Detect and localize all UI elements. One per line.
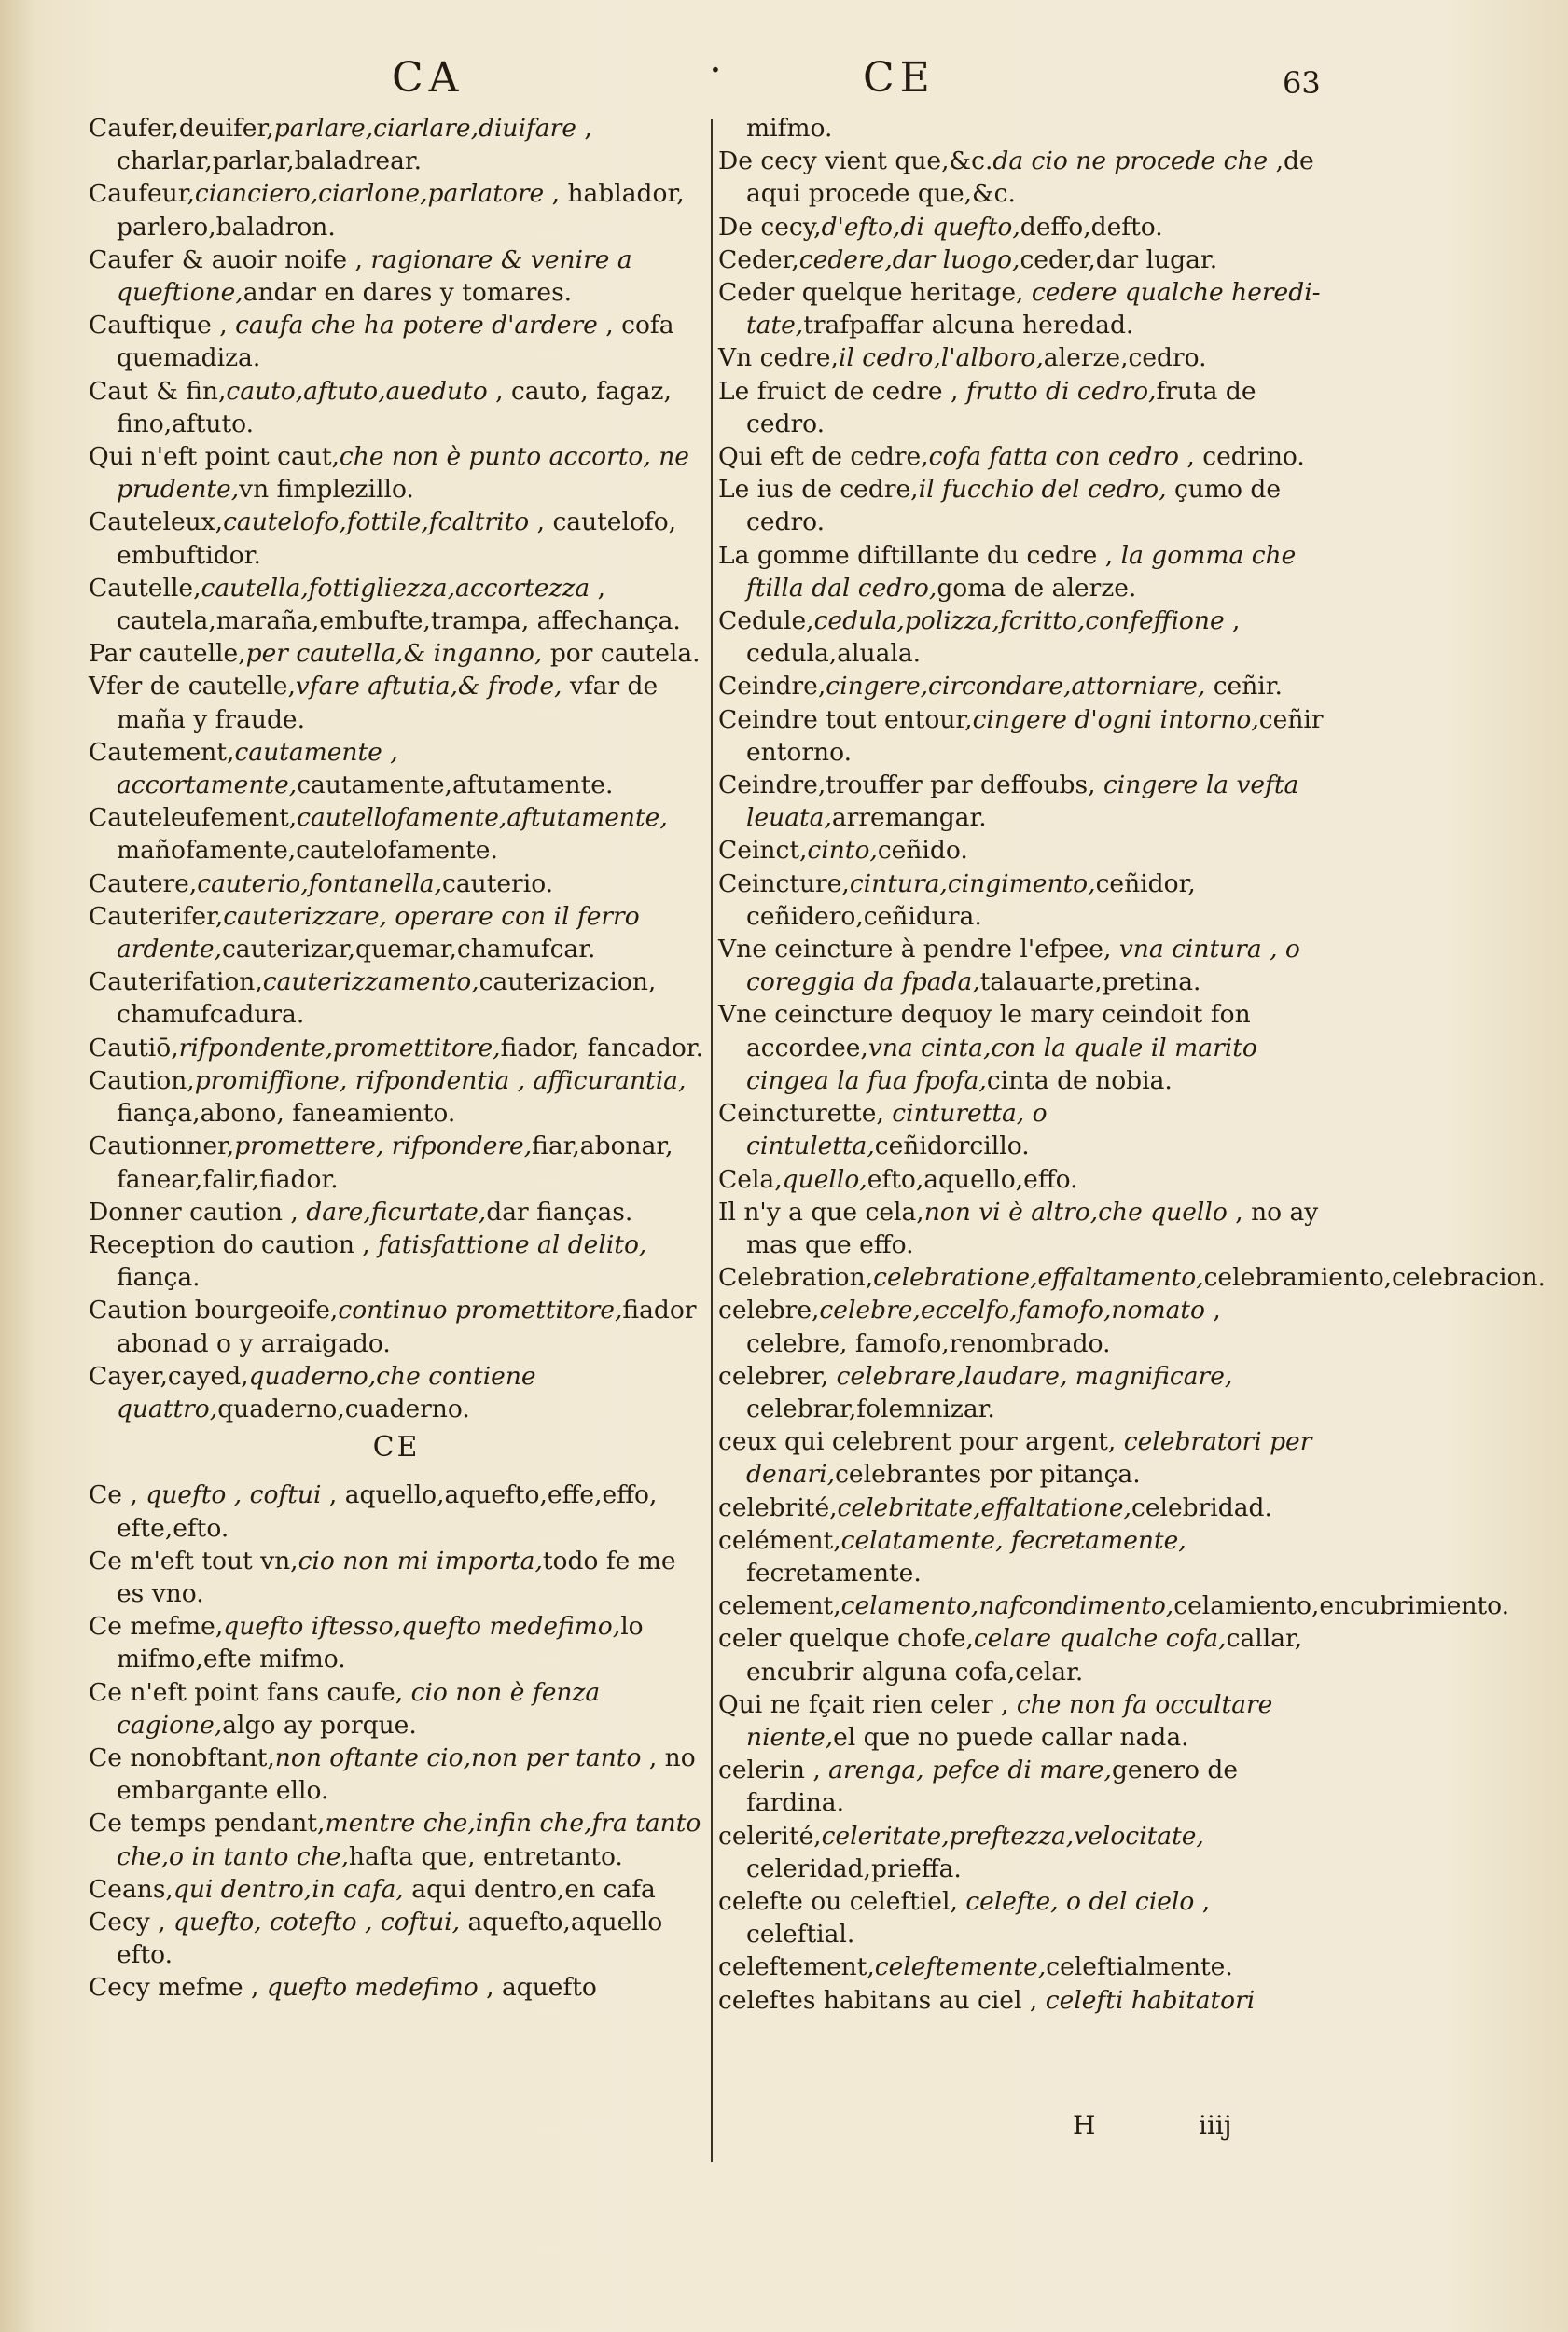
french-term: La gomme diftillante du cedre , <box>718 540 1121 570</box>
dictionary-entry <box>89 1807 704 1872</box>
italian-gloss: cedere qualche heredi-tate, <box>746 278 1321 340</box>
italian-gloss: celebratori per denari, <box>746 1427 1312 1490</box>
french-term: Cautere, <box>89 868 198 898</box>
italian-gloss: cinto, <box>807 836 878 866</box>
french-term: Le ius de cedre, <box>718 475 919 505</box>
french-term: Ce , <box>89 1480 146 1510</box>
italian-gloss: quefto , coftui <box>146 1480 322 1510</box>
french-term: Par cautelle, <box>89 639 246 669</box>
italian-gloss: cautellofamente,aftutamente, <box>297 803 668 833</box>
french-term: Ceincture, <box>718 868 850 898</box>
french-term: Ce temps pendant, <box>89 1809 326 1839</box>
french-term: Ceder quelque heritage, <box>718 278 1032 308</box>
italian-gloss: che non fa occultare niente, <box>746 1689 1273 1752</box>
spanish-gloss: cinta de nobia. <box>986 1065 1173 1095</box>
french-term: celebre, <box>718 1296 820 1326</box>
spanish-gloss: cauterizacion, chamufcadura. <box>117 967 657 1030</box>
french-term: celerin , <box>718 1756 829 1785</box>
italian-gloss: arenga, pefce di mare, <box>828 1756 1112 1785</box>
french-term: Cautelle, <box>89 573 201 603</box>
spanish-gloss: goma de alerze. <box>937 573 1137 603</box>
dictionary-entry <box>718 1589 1510 1622</box>
italian-gloss: celebre,eccelfo,famofo,nomato <box>819 1296 1205 1326</box>
dictionary-entry <box>89 670 704 735</box>
dictionary-entry <box>89 736 704 801</box>
left-entries <box>89 112 704 1425</box>
dictionary-entry <box>718 211 1325 243</box>
spanish-gloss: celebrantes por pitança. <box>835 1460 1141 1490</box>
dictionary-entry <box>89 572 704 637</box>
spanish-gloss: algo ay porque. <box>222 1710 417 1740</box>
spanish-gloss: , cautelofo, embuftidor. <box>117 507 677 570</box>
spanish-gloss: aquefto,aquello efto. <box>117 1907 663 1970</box>
dictionary-entry <box>89 506 704 571</box>
italian-gloss: celebrare,laudare, magnificare, <box>836 1361 1233 1391</box>
italian-gloss: cedere,dar luogo, <box>798 244 1020 274</box>
right-column <box>718 112 1546 2017</box>
french-term: Ceindre,trouffer par deffoubs, <box>718 770 1103 800</box>
spanish-gloss: ceñidorcillo. <box>874 1131 1030 1161</box>
italian-gloss: continuo promettitore, <box>338 1296 623 1326</box>
italian-gloss: celeritate,preftezza,velocitate, <box>821 1821 1204 1851</box>
french-term: Il n'y a que cela, <box>718 1197 924 1227</box>
french-term: Caut & fin, <box>89 376 227 406</box>
french-term: Vfer de cautelle, <box>89 672 296 701</box>
spanish-gloss: , no embargante ello. <box>117 1742 696 1806</box>
french-term: Ceder, <box>718 244 799 274</box>
dictionary-entry <box>718 112 1325 145</box>
dictionary-entry <box>718 1688 1325 1754</box>
spanish-gloss: dar fianças. <box>486 1197 633 1227</box>
spanish-gloss: efto,aquello,effo. <box>867 1164 1078 1194</box>
french-term: Cecy mefme , <box>89 1973 267 2003</box>
spanish-gloss: mifmo. <box>746 114 833 143</box>
italian-gloss: rifpondente,promettitore, <box>178 1033 501 1062</box>
spanish-gloss: ceñido. <box>877 836 968 866</box>
spanish-gloss: celeftialmente. <box>1046 1952 1233 1982</box>
french-term: celer quelque chofe, <box>718 1624 974 1654</box>
italian-gloss: celare qualche cofa, <box>973 1624 1227 1654</box>
dictionary-entry <box>718 1820 1325 1885</box>
italian-gloss: per cautella,& inganno, <box>245 639 543 669</box>
french-term: Cautionner, <box>89 1131 235 1161</box>
italian-gloss: cautella,fottigliezza,accortezza <box>201 573 590 603</box>
spanish-gloss: celebridad. <box>1131 1492 1272 1522</box>
signature-mark: H <box>1073 2110 1096 2141</box>
italian-gloss: quello, <box>782 1164 867 1194</box>
dictionary-entry <box>89 1873 704 1906</box>
dictionary-entry <box>718 769 1325 834</box>
french-term: Cela, <box>718 1164 783 1194</box>
dictionary-entry <box>89 1360 704 1425</box>
spanish-gloss: arremangar. <box>831 803 987 833</box>
french-term: Cauftique , <box>89 311 236 340</box>
dictionary-entry <box>89 900 704 965</box>
spanish-gloss: mañofamente,cautelofamente. <box>117 836 498 866</box>
spanish-gloss: , aquello,aquefto,effe,effo, efte,efto. <box>117 1480 658 1543</box>
italian-gloss: non vi è altro,che quello <box>923 1197 1228 1227</box>
dictionary-entry <box>718 1163 1325 1196</box>
dictionary-entry <box>89 112 704 177</box>
spanish-gloss: talauarte,pretina. <box>979 967 1201 997</box>
dictionary-entry <box>89 1971 704 2004</box>
italian-gloss: cauterio,fontanella, <box>197 868 443 898</box>
italian-gloss: quefto medefimo <box>266 1973 479 2003</box>
french-term: Cauteleux, <box>89 507 224 537</box>
dictionary-entry <box>718 670 1325 702</box>
italian-gloss: cingere d'ogni intorno, <box>972 704 1259 734</box>
french-term: Ce m'eft tout vn, <box>89 1546 298 1575</box>
french-term: Caufer,deuifer, <box>89 114 274 143</box>
italian-gloss: quefto, cotefto , coftui, <box>173 1907 461 1936</box>
italian-gloss: non oftante cio,non per tanto <box>274 1742 642 1772</box>
spanish-gloss: , cedrino. <box>1178 442 1305 472</box>
header-left-title: CA <box>392 54 465 102</box>
spanish-gloss: fiador, fancador. <box>500 1033 704 1062</box>
spanish-gloss: deffo,defto. <box>1020 212 1163 242</box>
dictionary-entry <box>718 604 1325 670</box>
spanish-gloss: , celebre, famofo,renombrado. <box>746 1296 1221 1358</box>
italian-gloss: cio non è fenza cagione, <box>117 1677 601 1740</box>
leaf-number: iiij <box>1199 2110 1232 2141</box>
french-term: Ce mefme, <box>89 1612 224 1642</box>
dictionary-entry <box>718 1885 1325 1950</box>
italian-gloss: cintura,cingimento, <box>849 868 1096 898</box>
french-term: De cecy, <box>718 212 822 242</box>
page-number: 63 <box>1283 65 1321 101</box>
french-term: Caufer & auoir noife , <box>89 244 371 274</box>
french-term: Caufeur, <box>89 179 195 209</box>
italian-gloss: celebritate,effaltatione, <box>837 1492 1131 1522</box>
italian-gloss: celeftemente, <box>874 1952 1047 1982</box>
italian-gloss: celebratione,effaltamento, <box>873 1263 1204 1293</box>
spanish-gloss: , charlar,parlar,baladrear. <box>117 114 592 176</box>
spanish-gloss: el que no puede callar nada. <box>833 1722 1189 1752</box>
french-term: Ceindre tout entour, <box>718 704 973 734</box>
italian-gloss: cedula,polizza,fcritto,confeffione <box>813 606 1225 636</box>
spanish-gloss: callar, encubrir alguna cofa,celar. <box>746 1624 1303 1687</box>
spanish-gloss: todo fe me es vno. <box>117 1546 676 1608</box>
spanish-gloss: , aquefto <box>478 1973 597 2003</box>
italian-gloss: cinturetta, o cintuletta, <box>746 1099 1048 1161</box>
dictionary-entry <box>89 1478 704 1544</box>
italian-gloss: celatamente, fecretamente, <box>840 1525 1186 1555</box>
dictionary-entry <box>718 243 1325 276</box>
italian-gloss: caufa che ha potere d'ardere <box>235 311 598 340</box>
french-term: celebrer, <box>718 1361 837 1391</box>
left-entries-ce <box>89 1478 704 2004</box>
spanish-gloss: celebramiento,celebracion. <box>1203 1263 1546 1293</box>
dictionary-entry <box>718 375 1325 440</box>
french-term: celerité, <box>718 1821 822 1851</box>
spanish-gloss: vn fimplezillo. <box>239 475 414 505</box>
italian-gloss: parlare,ciarlare,diuifare <box>273 114 576 143</box>
italian-gloss: frutto di cedro, <box>965 376 1157 406</box>
italian-gloss: cauto,aftuto,aueduto <box>226 376 488 406</box>
italian-gloss: ragionare & venire a queftione, <box>117 244 632 308</box>
italian-gloss: qui dentro,in cafa, <box>173 1874 404 1904</box>
italian-gloss: celefti habitatori <box>1045 1985 1256 2015</box>
dictionary-entry <box>718 998 1325 1097</box>
spanish-gloss: celeridad,prieffa. <box>746 1853 962 1883</box>
french-term: Le fruict de cedre , <box>718 376 966 406</box>
spanish-gloss: , cauto, fagaz, fino,aftuto. <box>117 376 672 438</box>
spanish-gloss: fiador abonad o y arraigado. <box>117 1296 697 1358</box>
spanish-gloss: , no ay mas que effo. <box>746 1197 1319 1259</box>
spanish-gloss: ceñir. <box>1205 672 1283 701</box>
dictionary-entry <box>718 473 1325 538</box>
spanish-gloss: celebrar,folemnizar. <box>746 1394 995 1423</box>
running-header <box>0 47 1568 112</box>
italian-gloss: il fucchio del cedro, <box>918 475 1167 505</box>
italian-gloss: quaderno,che contiene quattro, <box>117 1361 536 1423</box>
french-term: Vne ceincture à pendre l'efpee, <box>718 935 1119 965</box>
dictionary-entry <box>89 1610 704 1675</box>
italian-gloss: cautelofo,fottile,fcaltrito <box>223 507 530 537</box>
french-term: Qui n'eft point caut, <box>89 442 340 472</box>
italian-gloss: vna cinta,con la quale il marito cingea la fua fpofa, <box>746 1033 1257 1095</box>
dictionary-entry <box>718 1097 1325 1162</box>
spanish-gloss: , hablador, parlero,baladron. <box>117 179 685 242</box>
italian-gloss: cofa fatta con cedro <box>928 442 1179 472</box>
italian-gloss: che non è punto accorto, ne prudente, <box>117 442 689 505</box>
french-term: De cecy vient que,&c. <box>718 146 993 176</box>
dictionary-entry <box>89 965 704 1031</box>
dictionary-entry <box>89 1196 704 1228</box>
column-divider <box>711 119 713 2162</box>
dictionary-entry <box>89 1906 704 1971</box>
spanish-gloss: trafpaffar alcuna heredad. <box>803 311 1134 340</box>
dictionary-entry <box>89 1032 704 1064</box>
spanish-gloss: fiança,abono, faneamiento. <box>117 1099 456 1129</box>
italian-gloss: cautamente , accortamente, <box>117 737 398 800</box>
french-term: Qui ne fçait rien celer , <box>718 1689 1017 1719</box>
italian-gloss: vna cintura , o coreggia da fpada, <box>746 935 1300 997</box>
spanish-gloss: , cedula,aluala. <box>746 606 1241 669</box>
spanish-gloss: fiança. <box>117 1263 201 1293</box>
french-term: Ceinct, <box>718 836 808 866</box>
dictionary-entry <box>89 1545 704 1610</box>
spanish-gloss: , celeftial. <box>746 1886 1211 1950</box>
spanish-gloss: ceñir entorno. <box>746 704 1324 767</box>
spanish-gloss: cautamente,aftutamente. <box>297 770 614 800</box>
header-ornament: · <box>709 47 722 94</box>
spanish-gloss: , cofa quemadiza. <box>117 311 674 373</box>
french-term: Cedule, <box>718 606 814 636</box>
dictionary-entry <box>89 801 704 867</box>
italian-gloss: da cio ne procede che <box>992 146 1269 176</box>
italian-gloss: promettere, rifpondere, <box>234 1131 533 1161</box>
spanish-gloss: andar en dares y tomares. <box>243 278 573 308</box>
dictionary-entry <box>89 637 704 670</box>
french-term: celeftement, <box>718 1952 875 1982</box>
french-term: Caution, <box>89 1065 195 1095</box>
left-column <box>89 112 704 2005</box>
dictionary-entry <box>718 868 1325 933</box>
dictionary-entry <box>89 440 704 506</box>
dictionary-entry <box>718 1754 1325 1819</box>
dictionary-entry <box>718 1196 1325 1261</box>
dictionary-entry <box>718 1425 1325 1491</box>
dictionary-entry <box>89 1130 704 1195</box>
french-term: Celebration, <box>718 1263 874 1293</box>
section-heading-ce: CE <box>372 1431 421 1464</box>
dictionary-entry <box>718 703 1325 769</box>
spanish-gloss: vfar de maña y fraude. <box>117 672 659 734</box>
dictionary-entry <box>89 1742 704 1807</box>
spanish-gloss: cauterizar,quemar,chamufcar. <box>221 935 596 965</box>
french-term: ceux qui celebrent pour argent, <box>718 1427 1124 1457</box>
dictionary-entry <box>89 1228 704 1294</box>
italian-gloss: la gomma che ftilla dal cedro, <box>746 540 1297 603</box>
spanish-gloss: , cautela,maraña,embufte,trampa, affechança. <box>117 573 681 636</box>
dictionary-entry <box>718 440 1325 473</box>
dictionary-entry <box>718 933 1325 998</box>
italian-gloss: cio non mi importa, <box>298 1546 543 1575</box>
dictionary-entry <box>718 341 1325 374</box>
spanish-gloss: alerze,cedro. <box>1043 343 1207 373</box>
french-term: Cecy , <box>89 1907 174 1936</box>
header-right-title: CE <box>863 54 936 102</box>
dictionary-entry <box>718 1492 1325 1524</box>
italian-gloss: cianciero,ciarlone,parlatore <box>194 179 545 209</box>
spanish-gloss: fiar,abonar, fanear,falir,fiador. <box>117 1131 673 1194</box>
italian-gloss: dare,ficurtate, <box>306 1197 487 1227</box>
spanish-gloss: fruta de cedro. <box>746 376 1256 438</box>
dictionary-entry <box>89 177 704 243</box>
spanish-gloss: aqui dentro,en cafa <box>403 1874 656 1904</box>
dictionary-entry <box>718 276 1325 341</box>
italian-gloss: il cedro,l'alboro, <box>838 343 1044 373</box>
spanish-gloss: quaderno,cuaderno. <box>217 1394 470 1423</box>
spanish-gloss: celamiento,encubrimiento. <box>1173 1591 1510 1621</box>
french-term: Ce n'eft point fans caufe, <box>89 1677 411 1707</box>
dictionary-entry <box>718 539 1325 604</box>
spanish-gloss: por cautela. <box>542 639 701 669</box>
spanish-gloss: çumo de cedro. <box>746 475 1282 537</box>
french-term: Cauterifer, <box>89 901 224 931</box>
spanish-gloss: ,de aqui procede que,&c. <box>746 146 1314 209</box>
dictionary-entry <box>89 1676 704 1742</box>
french-term: Ce nonobftant, <box>89 1742 275 1772</box>
dictionary-entry <box>718 1294 1325 1359</box>
french-term: Cautement, <box>89 737 235 767</box>
french-term: Donner caution , <box>89 1197 307 1227</box>
french-term: celement, <box>718 1591 841 1621</box>
spanish-gloss: cauterio. <box>442 868 554 898</box>
italian-gloss: fatisfattione al delito, <box>378 1229 647 1259</box>
french-term: Ceans, <box>89 1874 173 1904</box>
dictionary-entry <box>718 1360 1325 1425</box>
italian-gloss: promiffione, rifpondentia , afficurantia, <box>194 1065 687 1095</box>
italian-gloss: quefto iftesso,quefto medefimo, <box>223 1612 621 1642</box>
dictionary-entry <box>718 1984 1325 2017</box>
right-entries <box>718 112 1546 2017</box>
spanish-gloss: genero de fardina. <box>746 1756 1239 1818</box>
dictionary-entry <box>718 1950 1325 1983</box>
dictionary-entry <box>718 834 1325 867</box>
italian-gloss: cauterizzamento, <box>262 967 479 997</box>
italian-gloss: mentre che,infin che,fra tanto che,o in tanto che, <box>117 1809 701 1871</box>
french-term: celément, <box>718 1525 841 1555</box>
french-term: celebrité, <box>718 1492 838 1522</box>
dictionary-entry <box>718 1261 1546 1294</box>
french-term: Cauterifation, <box>89 967 263 997</box>
dictionary-entry <box>718 1524 1325 1589</box>
spanish-gloss: ceñidor, ceñidero,ceñidura. <box>746 868 1196 931</box>
italian-gloss: d'efto,di quefto, <box>821 212 1020 242</box>
italian-gloss: cauterizzare, operare con il ferro ardente, <box>117 901 640 965</box>
french-term: Qui eft de cedre, <box>718 442 929 472</box>
dictionary-entry <box>89 375 704 440</box>
french-term: Reception do caution , <box>89 1229 379 1259</box>
italian-gloss: cingere,circondare,attorniare, <box>826 672 1206 701</box>
french-term: Vne ceincture dequoy le mary ceindoit fon accordee, <box>718 1000 1251 1062</box>
italian-gloss: vfare aftutia,& frode, <box>295 672 562 701</box>
dictionary-entry <box>89 1064 704 1130</box>
french-term: Ceincturette, <box>718 1099 893 1129</box>
italian-gloss: celefte, o del cielo <box>965 1886 1195 1916</box>
french-term: Vn cedre, <box>718 343 839 373</box>
italian-gloss: cingere la vefta leuata, <box>746 770 1299 833</box>
french-term: celefte ou celeftiel, <box>718 1886 966 1916</box>
french-term: Cautiō, <box>89 1033 179 1062</box>
dictionary-entry <box>89 1294 704 1359</box>
dictionary-entry <box>89 243 704 309</box>
spanish-gloss: lo mifmo,efte mifmo. <box>117 1612 644 1674</box>
spanish-gloss: fecretamente. <box>746 1558 922 1588</box>
dictionary-entry <box>89 309 704 374</box>
french-term: Cauteleufement, <box>89 803 298 833</box>
italian-gloss: celamento,nafcondimento, <box>840 1591 1174 1621</box>
spanish-gloss: ceder,dar lugar. <box>1020 244 1218 274</box>
spanish-gloss: hafta que, entretanto. <box>348 1841 623 1871</box>
dictionary-entry <box>89 868 704 900</box>
dictionary-entry <box>718 1622 1325 1687</box>
french-term: celeftes habitans au ciel , <box>718 1985 1046 2015</box>
french-term: Caution bourgeoife, <box>89 1296 339 1326</box>
french-term: Cayer,cayed, <box>89 1361 249 1391</box>
dictionary-entry <box>718 145 1325 210</box>
french-term: Ceindre, <box>718 672 826 701</box>
